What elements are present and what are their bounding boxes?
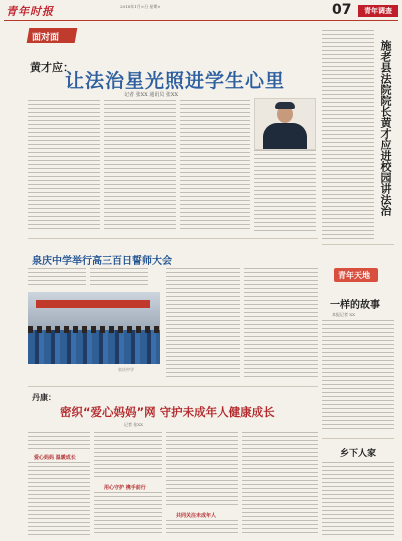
portrait-uniform bbox=[263, 123, 307, 150]
feature-kicker: 黄才应： bbox=[30, 61, 74, 74]
bottom-text-col-2 bbox=[94, 432, 162, 480]
divider-2 bbox=[28, 386, 318, 387]
photo-crowd bbox=[28, 330, 160, 364]
divider-right bbox=[322, 244, 394, 245]
mid-headline: 泉庆中学举行高三百日誓师大会 bbox=[32, 256, 172, 267]
portrait-photo bbox=[254, 98, 316, 150]
divider-right-2 bbox=[322, 438, 394, 439]
section-tag: 青年调查 bbox=[358, 5, 398, 17]
feature-text-col-1 bbox=[28, 100, 100, 232]
divider-1 bbox=[28, 238, 318, 239]
right-vertical-title: 施老县法院院长黄才应进校园讲法治 bbox=[379, 40, 392, 216]
mid-text-col-4 bbox=[244, 268, 318, 380]
bottom-text-col-3b bbox=[166, 520, 238, 536]
bottom-kicker: 丹康： bbox=[32, 393, 56, 402]
masthead-logo: 青年时报 bbox=[6, 5, 54, 18]
bottom-text-col-2b bbox=[94, 492, 162, 536]
bottom-text-col-1b bbox=[28, 462, 90, 536]
mid-text-col-3 bbox=[166, 268, 240, 380]
masthead bbox=[0, 0, 402, 22]
bottom-byline: 记者 张XX bbox=[124, 422, 143, 427]
page-number: 07 bbox=[332, 2, 352, 18]
bottom-text-col-3 bbox=[166, 432, 238, 508]
mid-text-col-2 bbox=[90, 268, 148, 286]
feature-text-col-2 bbox=[104, 100, 176, 232]
photo-caption: 泉庆中学 bbox=[118, 367, 134, 372]
right-story-byline: 本报记者 XX bbox=[332, 312, 355, 317]
bottom-subhead-2: 用心守护 携手前行 bbox=[104, 485, 146, 491]
masthead-date: 2018年1月×日 星期× bbox=[120, 4, 161, 9]
feature-byline: 记者 张XX 通讯员 张XX bbox=[124, 92, 179, 98]
feature-text-col-3 bbox=[180, 100, 250, 232]
right-bottom-headline: 乡下人家 bbox=[340, 449, 377, 459]
bottom-text-col-4 bbox=[242, 432, 318, 536]
bottom-subhead-1: 爱心妈妈 温暖成长 bbox=[34, 455, 76, 461]
right-story-headline: 一样的故事 bbox=[330, 300, 380, 311]
mid-photo bbox=[28, 292, 160, 364]
masthead-rule bbox=[4, 20, 398, 21]
feature-headline: 让法治星光照进学生心里 bbox=[65, 70, 286, 92]
photo-heads bbox=[28, 326, 160, 333]
bottom-text-col-1 bbox=[28, 432, 90, 450]
mid-text-col-1 bbox=[28, 268, 86, 286]
portrait-cap bbox=[275, 102, 295, 109]
bottom-subhead-3: 共同关注未成年人 bbox=[176, 513, 217, 519]
bottom-headline: 密织“爱心妈妈”网 守护未成年人健康成长 bbox=[60, 405, 275, 419]
right-story-text bbox=[322, 320, 394, 432]
column-badge-text: 面对面 bbox=[32, 33, 60, 43]
right-text-block bbox=[322, 30, 374, 242]
right-badge-text: 青年天地 bbox=[338, 271, 370, 280]
right-bottom-text bbox=[322, 462, 394, 536]
photo-banner bbox=[36, 300, 150, 308]
feature-text-col-4 bbox=[254, 150, 316, 232]
